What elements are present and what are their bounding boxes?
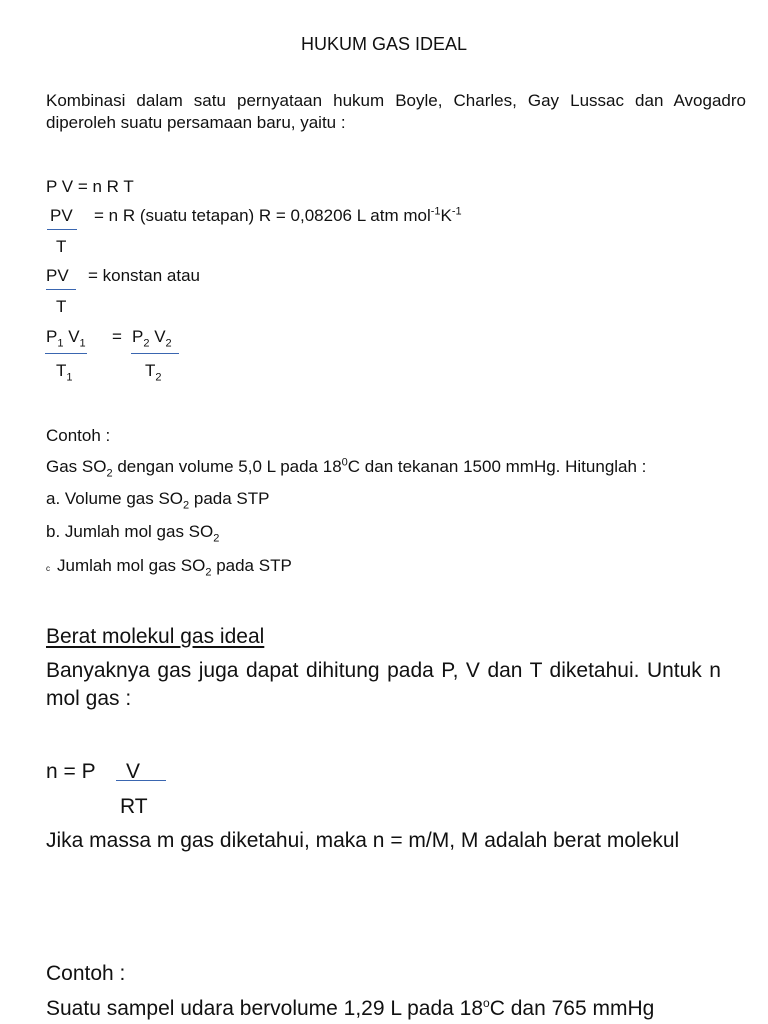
mass-paragraph: Jika massa m gas diketahui, maka n = m/M, M adalah berat molekul [46,829,680,852]
eq2-right-side: = n R (suatu tetapan) R = 0,08206 L atm $mol^{-1}K^{-1}$ [94,205,462,225]
eq2-fraction-line [47,229,77,230]
formula-n-numerator-v: V [126,760,141,783]
eq4-left-denominator: $T_1$ [56,361,73,384]
eq4-right-denominator: $T_2$ [145,361,162,384]
eq2-numerator: PV [50,206,73,225]
formula-n-fraction-line [116,780,166,781]
example1-label: Contoh : [46,426,111,445]
eq4-right-numerator: $P_2$ $V_2$ [132,327,172,350]
formula-n-lhs: n = P [46,760,96,783]
eq4-left-numerator: $P_1$ $V_1$ [46,327,86,350]
eq3-right-side: = konstan atau [88,266,201,285]
eq4-equals: = [112,327,122,346]
eq3-numerator: PV [46,266,69,285]
example1-problem: Gas $SO_2$ dengan volume 5,0 L pada $18^0C$ dan tekanan 1500 mmHg. Hitunglah : [46,456,647,480]
example1-question-a: a. Volume gas $SO_2$ pada STP [46,489,270,512]
eq3-denominator: T [56,297,67,316]
formula-n-denominator: RT [120,795,148,818]
eq3-fraction-line [46,289,76,290]
example1-question-c: Jumlah mol gas $SO_2$ pada STP [57,556,292,579]
example2-problem: Suatu sampel udara bervolume 1,29 L pada 18$^o$C dan 765 mmHg [46,996,655,1020]
example2-label: Contoh : [46,962,126,985]
equation-pv-nrt: P V = n R T [46,177,134,196]
example1-question-b: b. Jumlah mol gas $SO_2$ [46,522,220,545]
eq2-denominator: T [56,237,67,256]
page-title: HUKUM GAS IDEAL [300,34,468,54]
eq4-right-fraction-line [131,353,179,354]
example1-question-c-prefix: c [46,564,50,573]
section-paragraph: Banyaknya gas juga dapat dihitung pada P, V dan T diketahui. Untuk n mol gas : [46,659,721,710]
eq4-left-fraction-line [45,353,87,354]
intro-paragraph: Kombinasi dalam satu pernyataan hukum Boyle, Charles, Gay Lussac dan Avogadro diperoleh suatu persamaan baru, yaitu : [46,91,746,132]
section-heading: Berat molekul gas ideal [46,625,265,648]
